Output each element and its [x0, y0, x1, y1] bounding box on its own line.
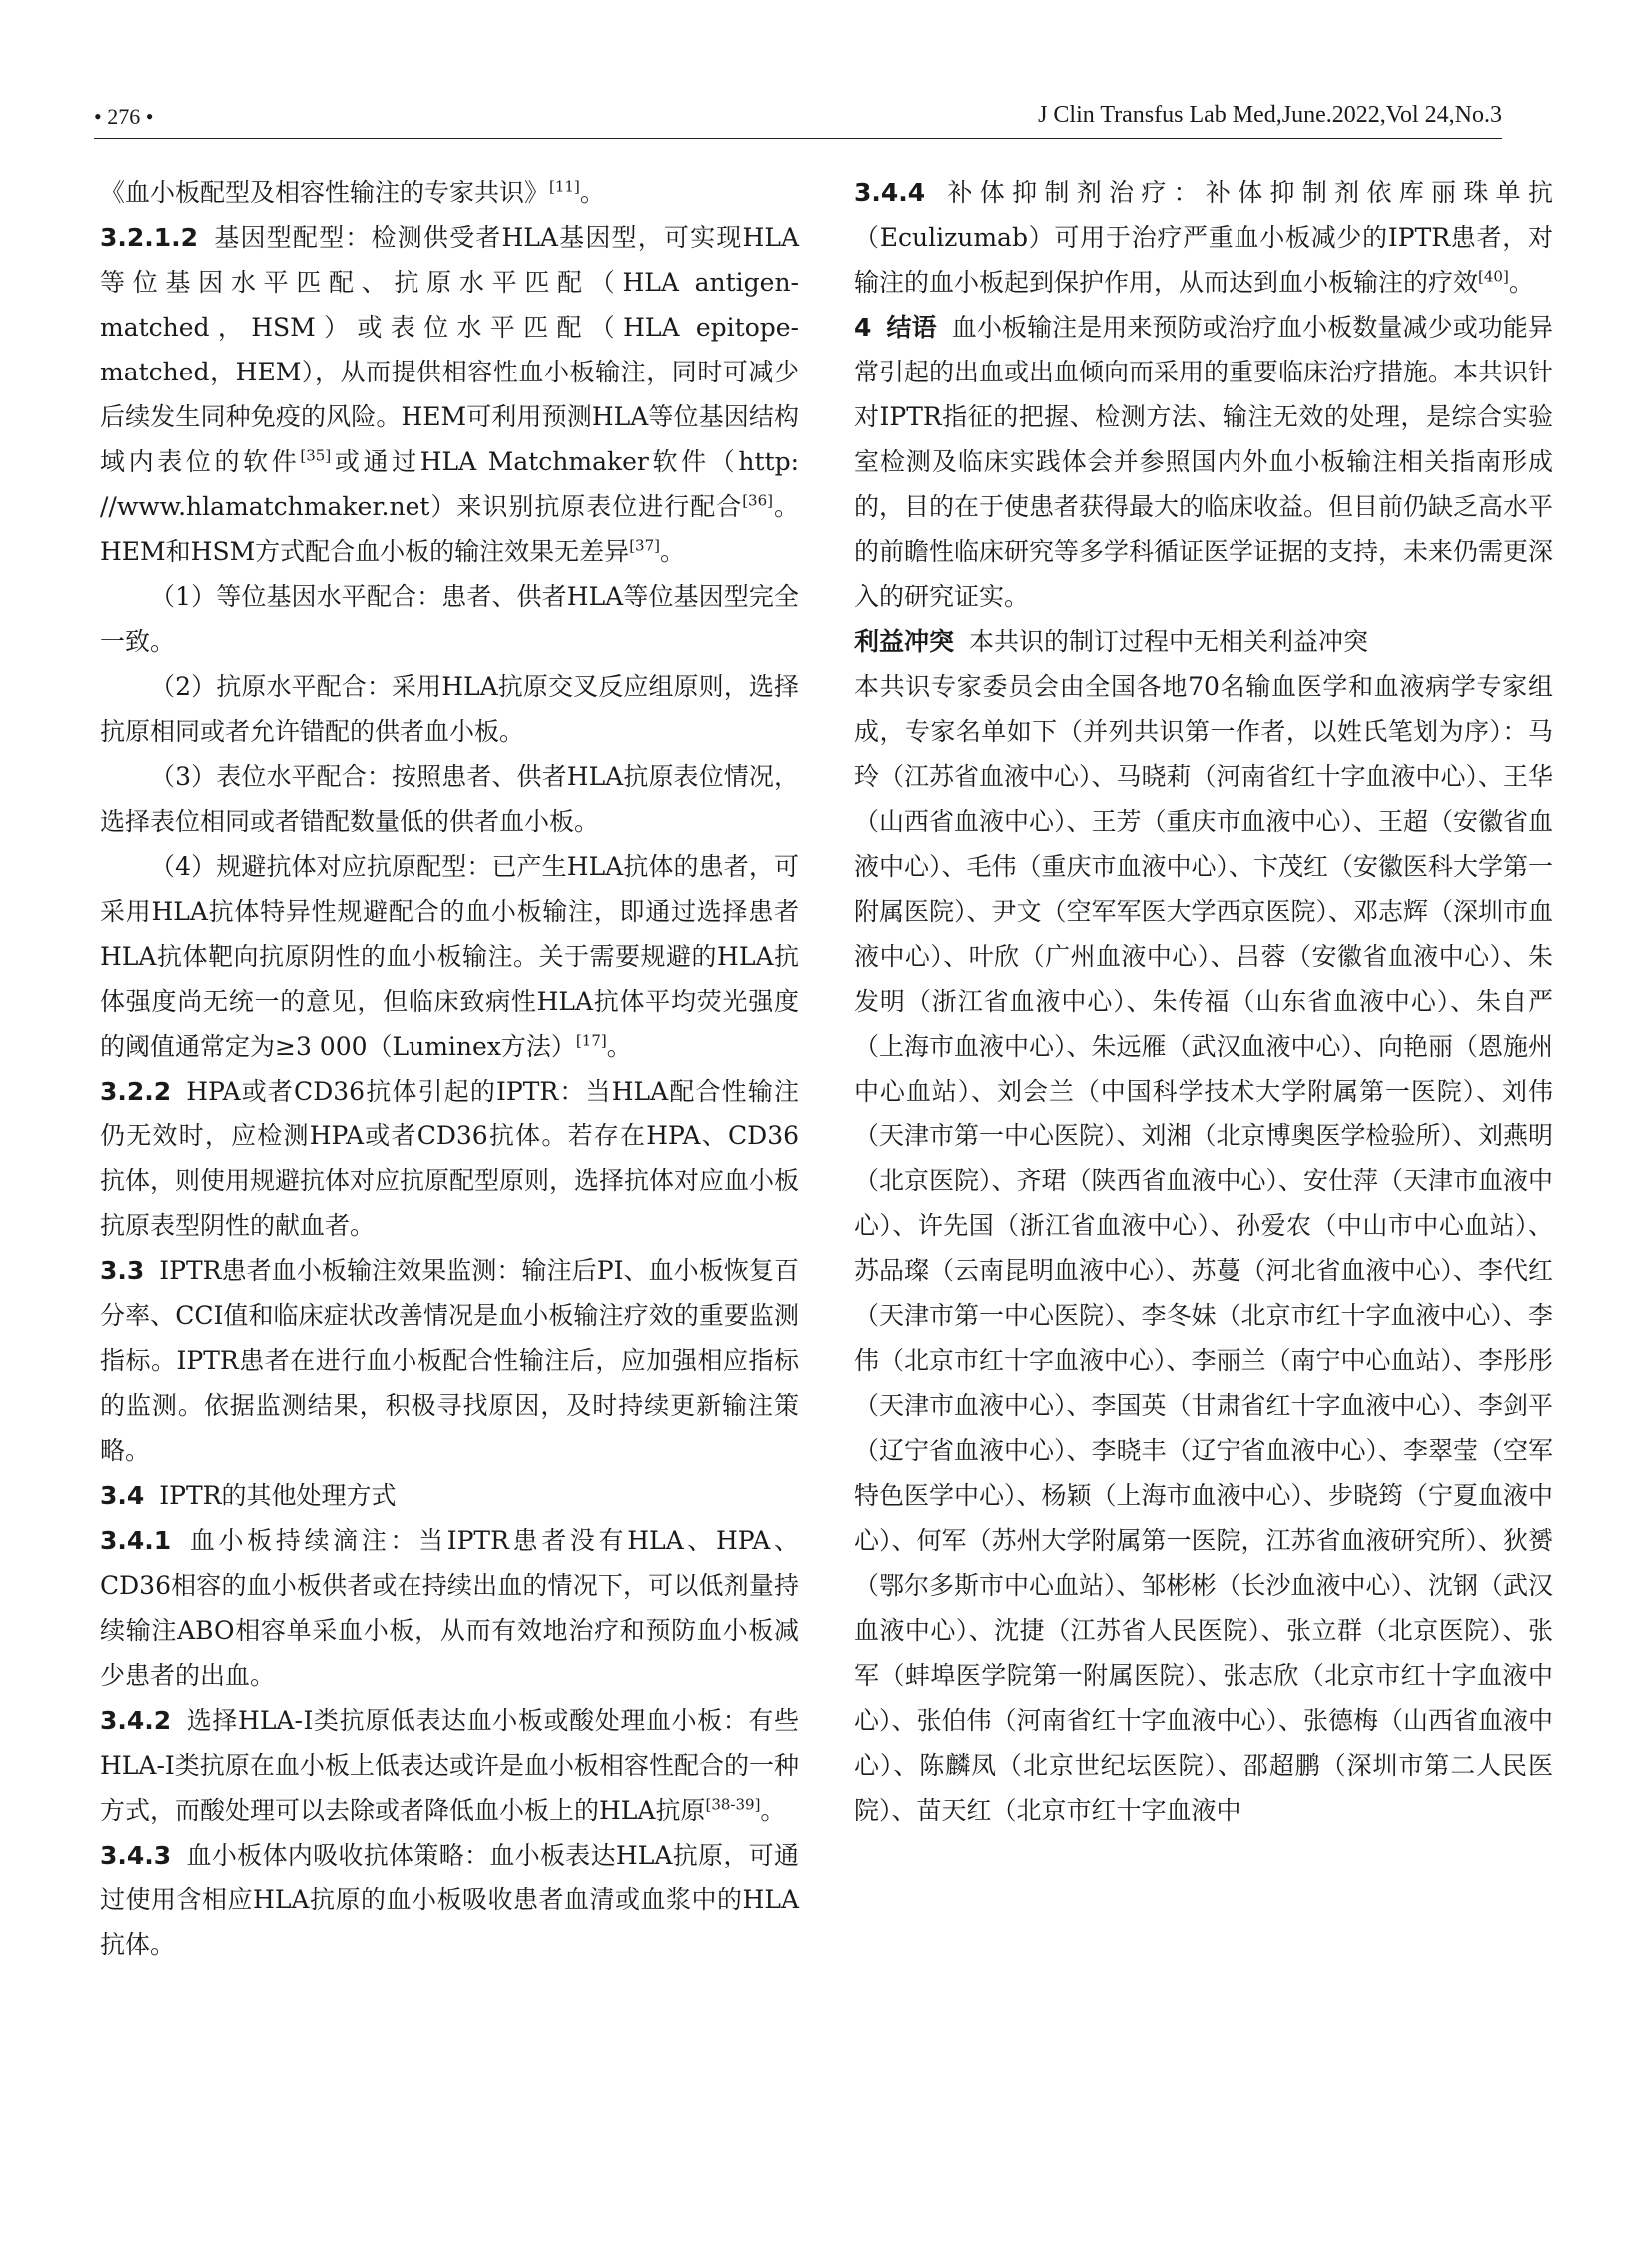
page-header — [94, 100, 1502, 140]
section-3-4-1: 3.4.1 血小板持续滴注：当IPTR患者没有HLA、HPA、CD36相容的血小板供者或在持续出血的情况下，可以低剂量持续输注ABO相容单采血小板，从而有效地治疗和预防血小板减少患者的出血。 — [100, 1526, 799, 1690]
section-title: IPTR的其他处理方式 — [159, 1481, 397, 1510]
list-item-3: （3）表位水平配合：按照患者、供者HLA抗原表位情况，选择表位相同或者错配数量低的供者血小板。 — [100, 762, 799, 836]
section-number: 3.2.2 — [100, 1077, 172, 1106]
section-number: 3.2.1.2 — [100, 223, 199, 252]
section-3-2-2: 3.2.2 HPA或者CD36抗体引起的IPTR：当HLA配合性输注仍无效时，应检测HPA或者CD36抗体。若存在HPA、CD36抗体，则使用规避抗体对应抗原配型原则，选择抗体对应血小板抗原表型阴性的献血者。 — [100, 1077, 800, 1240]
citation-ref: [36] — [742, 491, 773, 510]
expert-committee-list: 本共识专家委员会由全国各地70名输血医学和血液病学专家组成，专家名单如下（并列共识第一作者，以姓氏笔划为序）：马玲（江苏省血液中心）、马晓莉（河南省红十字血液中心）、王华（山西省血液中心）、王芳（重庆市血液中心）、王超（安徽省血液中心）、毛伟（重庆市血液中心）、卞茂红（安徽医科大学第一附属医院）、尹文（空军军医大学西京医院）、邓志辉（深圳市血液中心）、叶欣（广州血液中心）、吕蓉（安徽省血液中心）、朱发明（浙江省血液中心）、朱传福（山东省血液中心）、朱自严（上海市血液中心）、朱远雁（武汉血液中心）、向艳丽（恩施州中心血站）、刘会兰（中国科学技术大学附属第一医院）、刘伟（天津市第一中心医院）、刘湘（北京博奥医学检验所）、刘燕明（北京医院）、齐珺（陕西省血液中心）、安仕萍（天津市血液中心）、许先国（浙江省血液中心）、孙爱农（中山市中心血站）、苏品璨（云南昆明血液中心）、苏蔓（河北省血液中心）、李代红（天津市第一中心医院）、李冬妹（北京市红十字血液中心）、李伟（北京市红十字血液中心）、李丽兰（南宁中心血站）、李彤彤（天津市血液中心）、李国英（甘肃省红十字血液中心）、李剑平（辽宁省血液中心）、李晓丰（辽宁省血液中心）、李翠莹（空军特色医学中心）、杨颖（上海市血液中心）、步晓筠（宁夏血液中心）、何军（苏州大学附属第一医院，江苏省血液研究所）、狄赟（鄂尔多斯市中心血站）、邹彬彬（长沙血液中心）、沈钢（武汉血液中心）、沈捷（江苏省人民医院）、张立群（北京医院）、张军（蚌埠医学院第一附属医院）、张志欣（北京市红十字血液中心）、张伯伟（河南省红十字血液中心）、张德梅（山西省血液中心）、陈麟凤（北京世纪坛医院）、邵超鹏（深圳市第二人民医院）、苗天红（北京市红十字血液中 — [854, 672, 1554, 1825]
section-number: 3.4 — [100, 1481, 145, 1510]
page-number: • 276 • — [94, 104, 154, 129]
section-number: 3.4.1 — [100, 1526, 172, 1555]
section-number: 3.4.2 — [100, 1706, 172, 1735]
citation-ref: [17] — [575, 1031, 607, 1050]
section-3-3: 3.3 IPTR患者血小板输注效果监测：输注后PI、血小板恢复百分率、CCI值和临床症状改善情况是血小板输注疗效的重要监测指标。IPTR患者在进行血小板配合性输注后，应加强相应指标的监测。依据监测结果，积极寻找原因，及时持续更新输注策略。 — [100, 1256, 799, 1465]
section-3-2-1-2: 3.2.1.2 基因型配型：检测供受者HLA基因型，可实现HLA等位基因水平匹配、抗原水平匹配（HLA antigen-matched，HSM）或表位水平匹配（HLA epitope-matched，HEM），从而提供相容性血小板输注，同时可减少后续发生同种免疫的风险。HEM可利用预测HLA等位基因结构域内表位的软件[35]或通过HLA Matchmaker软件（http: //www.hlamatchmaker.net）来识别抗原表位进行配合[36]。HEM和HSM方式配合血小板的输注效果无差异[37]。 — [100, 223, 799, 566]
section-3-4 — [100, 1473, 799, 1518]
left-column — [100, 170, 799, 1967]
journal-citation: J Clin Transfus Lab Med,June.2022,Vol 24,No.3 — [1038, 102, 1502, 128]
section-3-4-2: 3.4.2 选择HLA-Ⅰ类抗原低表达血小板或酸处理血小板：有些HLA-Ⅰ类抗原在血小板上低表达或许是血小板相容性配合的一种方式，而酸处理可以去除或者降低血小板上的HLA抗原[38-39]。 — [100, 1706, 799, 1825]
list-item-2: （2）抗原水平配合：采用HLA抗原交叉反应组原则，选择抗原相同或者允许错配的供者血小板。 — [100, 672, 799, 746]
citation-ref: [40] — [1478, 267, 1509, 286]
citation-ref: [11] — [549, 177, 580, 196]
section-number: 3.3 — [100, 1256, 145, 1285]
section-title: 利益冲突 — [854, 627, 955, 656]
header-rule — [94, 138, 1502, 139]
citation-ref: [35] — [300, 446, 332, 465]
section-number: 3.4.4 — [854, 178, 926, 207]
section-3-4-4: 3.4.4 补体抑制剂治疗：补体抑制剂依库丽珠单抗（Eculizumab）可用于治疗严重血小板减少的IPTR患者，对输注的血小板起到保护作用，从而达到血小板输注的疗效[40]。 — [854, 178, 1553, 297]
citation-ref: [38-39] — [705, 1795, 761, 1814]
section-3-4-3: 3.4.3 血小板体内吸收抗体策略：血小板表达HLA抗原，可通过使用含相应HLA抗原的血小板吸收患者血清或血浆中的HLA抗体。 — [100, 1841, 799, 1959]
section-number: 3.4.3 — [100, 1841, 172, 1869]
list-item-4: （4）规避抗体对应抗原配型：已产生HLA抗体的患者，可采用HLA抗体特异性规避配合的血小板输注，即通过选择患者HLA抗体靶向抗原阴性的血小板输注。关于需要规避的HLA抗体强度尚无统一的意见，但临床致病性HLA抗体平均荧光强度的阈值通常定为≥3 000（Luminex方法）[17]。 — [100, 852, 799, 1061]
citation-ref: [37] — [629, 536, 660, 555]
paragraph-continuation: 《血小板配型及相容性输注的专家共识》[11]。 — [100, 177, 605, 207]
list-item-1: （1）等位基因水平配合：患者、供者HLA等位基因型完全一致。 — [100, 582, 799, 656]
section-number: 4 — [854, 313, 872, 342]
section-title: 结语 — [886, 313, 937, 342]
conflict-of-interest: 利益冲突 本共识的制订过程中无相关利益冲突 — [854, 627, 1369, 656]
right-column — [854, 170, 1553, 1833]
section-4-conclusion: 4 结语 血小板输注是用来预防或治疗血小板数量减少或功能异常引起的出血或出血倾向而采用的重要临床治疗措施。本共识针对IPTR指征的把握、检测方法、输注无效的处理，是综合实验室检测及临床实践体会并参照国内外血小板输注相关指南形成的，目的在于使患者获得最大的临床收益。但目前仍缺乏高水平的前瞻性临床研究等多学科循证医学证据的支持，未来仍需更深入的研究证实。 — [854, 313, 1554, 611]
